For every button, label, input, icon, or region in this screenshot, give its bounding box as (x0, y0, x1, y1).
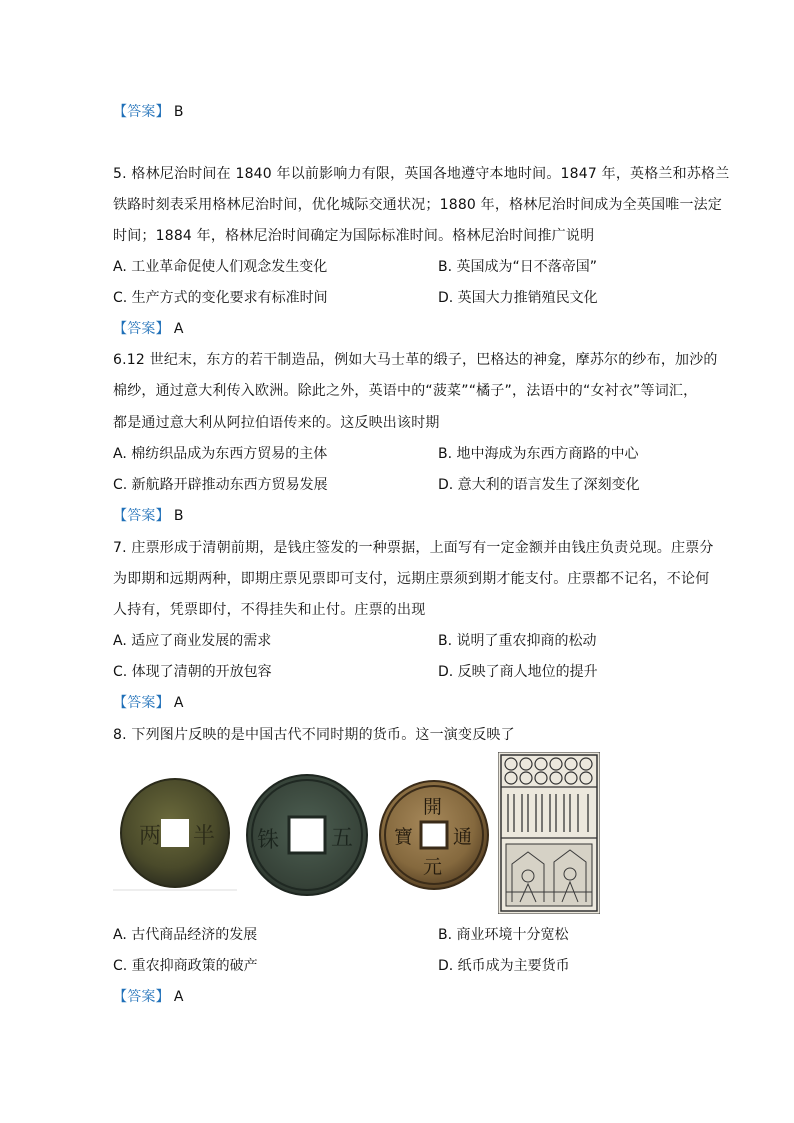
answer-q4 (113, 102, 184, 122)
answer-value: A (173, 321, 184, 337)
q8-line-1: 8. 下列图片反映的是中国古代不同时期的货币。这一演变反映了 (113, 727, 515, 743)
q5-option-d: D. 英国大力推销殖民文化 (438, 290, 598, 306)
q6-option-d: D. 意大利的语言发生了深刻变化 (438, 477, 640, 493)
q6-option-c: C. 新航路开辟推动东西方贸易发展 (113, 477, 328, 493)
q7-option-d: D. 反映了商人地位的提升 (438, 664, 598, 680)
q6-line-1: 6.12 世纪末，东方的若干制造品，例如大马士革的缎子，巴格达的神龛，摩苏尔的纱布，加沙的 (113, 352, 718, 368)
answer-label: 【答案】 (113, 695, 170, 711)
answer-q6 (113, 506, 184, 526)
q6-option-a: A. 棉纺织品成为东西方贸易的主体 (113, 446, 328, 462)
q8-option-a: A. 古代商品经济的发展 (113, 927, 258, 943)
coin-glyph: 铢 (257, 828, 280, 853)
answer-value: A (173, 695, 184, 711)
answer-label: 【答案】 (113, 508, 170, 524)
answer-value: B (173, 508, 184, 524)
q5-line-2: 铁路时刻表采用格林尼治时间，优化城际交通状况；1880 年，格林尼治时间成为全英国唯一法定 (113, 197, 723, 213)
q8-option-b: B. 商业环境十分宽松 (438, 927, 569, 943)
wuzhu-coin-image (243, 773, 371, 897)
jiaozi-note-image (498, 752, 600, 914)
answer-value: B (173, 104, 184, 120)
coin-glyph: 寶 (394, 826, 414, 848)
coin-glyph: 五 (331, 826, 354, 851)
answer-value: A (173, 989, 184, 1005)
coin-glyph: 半 (193, 824, 216, 849)
answer-q7 (113, 693, 184, 713)
coin-glyph: 開 (423, 796, 443, 818)
q7-option-b: B. 说明了重农抑商的松动 (438, 633, 597, 649)
answer-label: 【答案】 (113, 321, 170, 337)
q5-option-a: A. 工业革命促使人们观念发生变化 (113, 259, 328, 275)
answer-q8 (113, 987, 184, 1007)
q7-line-1: 7. 庄票形成于清朝前期，是钱庄签发的一种票据，上面写有一定金额并由钱庄负责兑现。庄票分 (113, 540, 714, 556)
q7-option-c: C. 体现了清朝的开放包容 (113, 664, 272, 680)
q8-option-c: C. 重农抑商政策的破产 (113, 958, 258, 974)
q7-option-a: A. 适应了商业发展的需求 (113, 633, 272, 649)
q8-option-d: D. 纸币成为主要货币 (438, 958, 570, 974)
coin-glyph: 元 (423, 856, 443, 878)
q6-option-b: B. 地中海成为东西方商路的中心 (438, 446, 639, 462)
q5-line-3: 时间；1884 年，格林尼治时间确定为国际标准时间。格林尼治时间推广说明 (113, 228, 595, 244)
q7-line-2: 为即期和远期两种，即期庄票见票即可支付，远期庄票须到期才能支付。庄票都不记名，不论何 (113, 571, 710, 587)
kaiyuan-coin-image (378, 779, 490, 891)
answer-label: 【答案】 (113, 104, 170, 120)
q6-line-3: 都是通过意大利从阿拉伯语传来的。这反映出该时期 (113, 415, 440, 431)
q5-line-1: 5. 格林尼治时间在 1840 年以前影响力有限，英国各地遵守本地时间。1847 年，英格兰和苏格兰 (113, 166, 730, 182)
q5-option-b: B. 英国成为“日不落帝国” (438, 259, 598, 275)
answer-label: 【答案】 (113, 989, 170, 1005)
q5-option-c: C. 生产方式的变化要求有标准时间 (113, 290, 328, 306)
q7-line-3: 人持有，凭票即付，不得挂失和止付。庄票的出现 (113, 602, 426, 618)
coin-glyph: 通 (453, 826, 473, 848)
answer-q5 (113, 319, 184, 339)
coin-glyph: 两 (139, 824, 162, 849)
banliang-coin-image (113, 777, 237, 893)
q6-line-2: 棉纱，通过意大利传入欧洲。除此之外，英语中的“菠菜”“橘子”，法语中的“女衬衣”等词汇， (113, 383, 698, 399)
